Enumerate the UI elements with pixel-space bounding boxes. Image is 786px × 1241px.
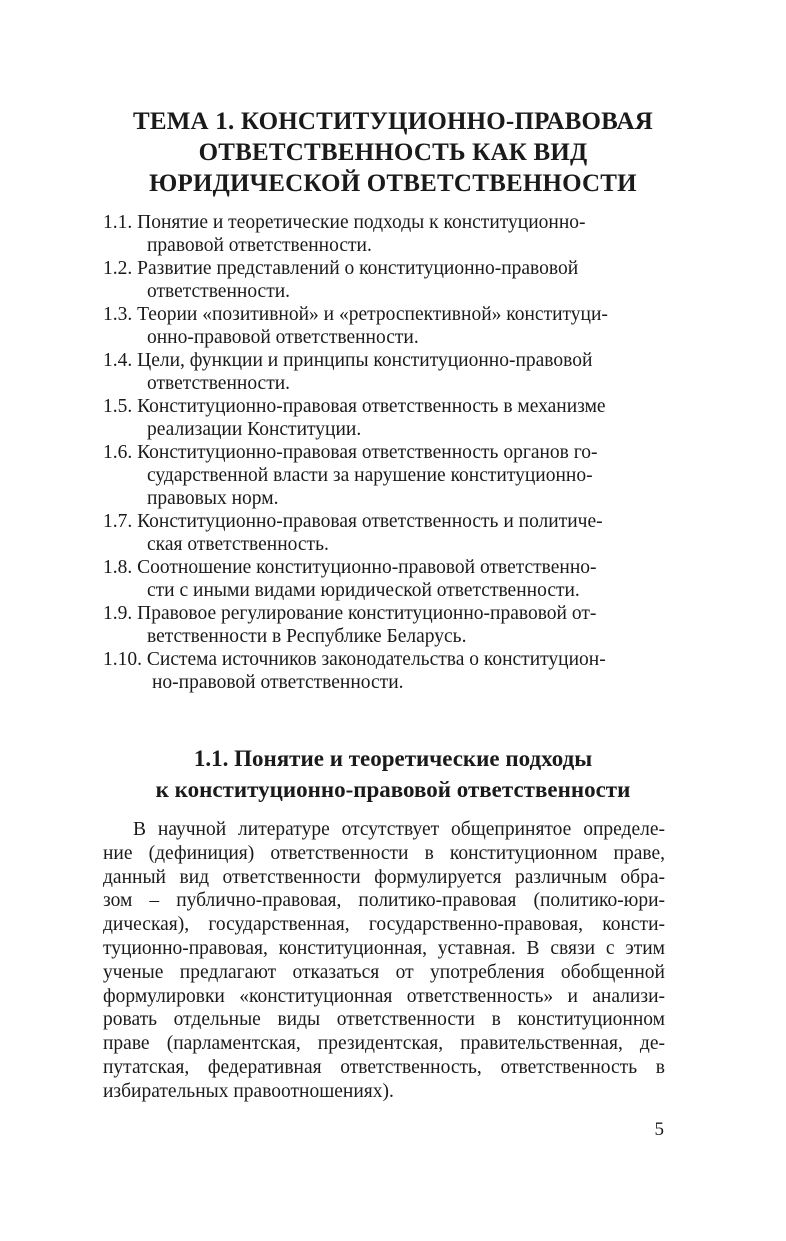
- toc-item-1-4: [103, 349, 665, 395]
- toc-item-1-1: [103, 211, 665, 257]
- chapter-title-line: ТЕМА 1. КОНСТИТУЦИОННО-ПРАВОВАЯ: [133, 108, 653, 135]
- toc-line: 1.1. Понятие и теоретические подходы к конституционно-: [103, 212, 586, 233]
- toc-line: 1.4. Цели, функции и принципы конституционно-правовой: [103, 350, 593, 371]
- section-title: [88, 743, 698, 805]
- toc-line: ответственности.: [147, 281, 291, 302]
- table-of-contents: [103, 211, 665, 694]
- paragraph-line: путатская, федеративная ответственность, ответственность в: [103, 1056, 665, 1078]
- toc-line: но-правовой ответственности.: [152, 672, 404, 693]
- toc-item-1-2: [103, 257, 665, 303]
- toc-item-1-8: [103, 556, 665, 602]
- page-number: 5: [654, 1119, 664, 1140]
- toc-line: правовых норм.: [147, 488, 279, 509]
- section-title-line: 1.1. Понятие и теоретические подходы: [193, 746, 593, 771]
- toc-item-1-7: [103, 510, 665, 556]
- toc-line: 1.8. Соотношение конституционно-правовой ответственно-: [103, 557, 597, 578]
- paragraph-line: туционно-правовая, конституционная, уставная. В связи с этим: [103, 937, 665, 959]
- chapter-title-line: ЮРИДИЧЕСКОЙ ОТВЕТСТВЕННОСТИ: [149, 170, 637, 197]
- paragraph-line: ние (дефиниция) ответственности в конституционном праве,: [103, 842, 665, 864]
- paragraph-line: ровать отдельные виды ответственности в конституционном: [103, 1009, 665, 1031]
- toc-line: ответственности.: [147, 373, 291, 394]
- paragraph-line: дическая), государственная, государственно-правовая, консти-: [103, 914, 665, 936]
- toc-item-1-5: [103, 395, 665, 441]
- toc-line: ская ответственность.: [147, 534, 329, 555]
- paragraph-line: формулировки «конституционная ответственность» и анализи-: [103, 985, 665, 1007]
- paragraph-line: данный вид ответственности формулируется различным обра-: [103, 866, 665, 888]
- toc-item-1-9: [103, 602, 665, 648]
- toc-line: 1.5. Конституционно-правовая ответственность в механизме: [103, 396, 606, 417]
- paragraph-line: праве (парламентская, президентская, правительственная, де-: [103, 1033, 665, 1055]
- toc-line: онно-правовой ответственности.: [147, 327, 419, 348]
- body-paragraph: [103, 818, 665, 1104]
- toc-line: 1.10. Система источников законодательства о конституцион-: [103, 649, 606, 670]
- toc-item-1-10: [103, 648, 665, 694]
- toc-line: реализации Конституции.: [147, 419, 362, 440]
- paragraph-line: В научной литературе отсутствует общепринятое определе-: [133, 819, 665, 840]
- toc-line: сти с иными видами юридической ответственности.: [147, 580, 580, 601]
- toc-item-1-3: [103, 303, 665, 349]
- toc-line: ветственности в Республике Беларусь.: [147, 626, 467, 647]
- toc-line: сударственной власти за нарушение конституционно-: [147, 465, 593, 486]
- toc-line: 1.6. Конституционно-правовая ответственность органов го-: [103, 442, 598, 463]
- chapter-title: [88, 106, 698, 199]
- toc-item-1-6: [103, 441, 665, 510]
- paragraph-line: ученые предлагают отказаться от употребления обобщенной: [103, 961, 665, 983]
- section-title-line: к конституционно-правовой ответственности: [155, 777, 631, 802]
- toc-line: 1.9. Правовое регулирование конституционно-правовой от-: [103, 603, 597, 624]
- chapter-title-line: ОТВЕТСТВЕННОСТЬ КАК ВИД: [198, 139, 588, 166]
- toc-line: правовой ответственности.: [147, 235, 372, 256]
- toc-line: 1.7. Конституционно-правовая ответственность и политиче-: [103, 511, 603, 532]
- toc-line: 1.3. Теории «позитивной» и «ретроспективной» конституци-: [103, 304, 608, 325]
- paragraph-line: избирательных правоотношениях).: [103, 1080, 394, 1102]
- toc-line: 1.2. Развитие представлений о конституционно-правовой: [103, 258, 579, 279]
- paragraph-line: зом – публично-правовая, политико-правовая (политико-юри-: [103, 890, 665, 912]
